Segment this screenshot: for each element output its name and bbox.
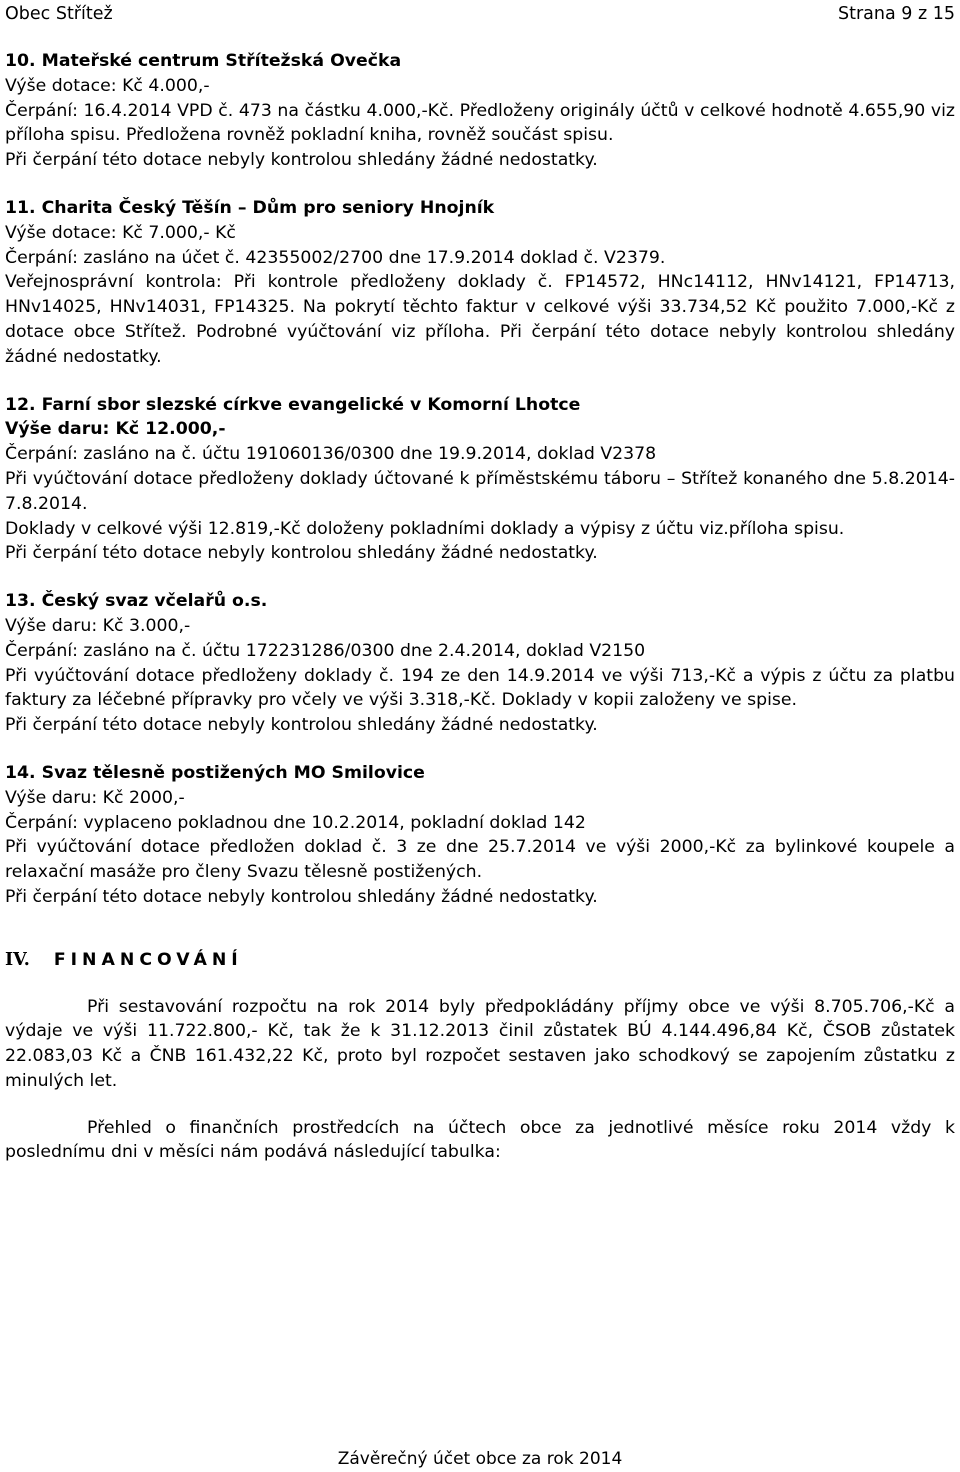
section-title: 12. Farní sbor slezské církve evangelické v Komorní Lhotce	[5, 394, 581, 415]
page-footer: Závěrečný účet obce za rok 2014	[337, 1449, 623, 1469]
section-line: Při čerpání této dotace nebyly kontrolou shledány žádné nedostatky.	[5, 150, 598, 171]
section-line: Při čerpání této dotace nebyly kontrolou shledány žádné nedostatky.	[5, 543, 598, 564]
section-line: Výše daru: Kč 2000,-	[5, 787, 185, 808]
section-line: Čerpání: 16.4.2014 VPD č. 473 na částku 4.000,-Kč. Předloženy originály účtů v celkové hodnotě 4.655,90 viz příloha spisu. Předložena rovněž pokladní kniha, rovněž součást spisu.	[5, 100, 955, 146]
header-municipality: Obec Střítež	[5, 4, 113, 24]
financing-heading	[5, 948, 955, 973]
chapter-number: IV.	[5, 949, 30, 970]
section-line: Čerpání: zasláno na účet č. 42355002/2700 dne 17.9.2014 doklad č. V2379.	[5, 247, 666, 268]
section-11	[5, 196, 955, 370]
page-header	[5, 2, 955, 28]
section-line: Při čerpání této dotace nebyly kontrolou shledány žádné nedostatky.	[5, 886, 598, 907]
section-title: 13. Český svaz včelařů o.s.	[5, 591, 268, 612]
section-line: Při vyúčtování dotace předložen doklad č. 3 ze dne 25.7.2014 ve výši 2000,-Kč za bylinkové koupele a relaxační masáže pro členy Svazu tělesně postižených.	[5, 837, 955, 883]
section-line: Veřejnosprávní kontrola: Při kontrole předloženy doklady č. FP14572, HNc14112, HNv14121, FP14713, HNv14025, HNv14031, FP14325. Na pokrytí těchto faktur v celkové výši 33.734,52 Kč použito 7.000,-Kč z dotace obce Střítež. Podrobné vyúčtování viz příloha. Při čerpání této dotace nebyly kontrolou shledány žádné nedostatky.	[5, 272, 955, 367]
financing-paragraph-1: Při sestavování rozpočtu na rok 2014 byly předpokládány příjmy obce ve výši 8.705.706,-Kč a výdaje ve výši 11.722.800,- Kč, tak že k 31.12.2013 činil zůstatek BÚ 4.144.496,84 Kč, ČSOB zůstatek 22.083,03 Kč a ČNB 161.432,22 Kč, proto byl rozpočet sestaven jako schodkový se zapojením zůstatku z minulých let.	[5, 996, 955, 1091]
section-title: 10. Mateřské centrum Střítežská Ovečka	[5, 51, 402, 71]
section-line: Čerpání: vyplaceno pokladnou dne 10.2.2014, pokladní doklad 142	[5, 812, 586, 833]
section-line: Výše dotace: Kč 4.000,-	[5, 75, 210, 96]
section-subtitle: Výše daru: Kč 12.000,-	[5, 419, 226, 440]
section-line: Čerpání: zasláno na č. účtu 172231286/0300 dne 2.4.2014, doklad V2150	[5, 640, 646, 661]
section-13	[5, 589, 955, 738]
section-14	[5, 761, 955, 910]
section-line: Při čerpání této dotace nebyly kontrolou shledány žádné nedostatky.	[5, 715, 598, 736]
document-body	[5, 49, 955, 1165]
section-title: 14. Svaz tělesně postižených MO Smilovice	[5, 762, 425, 783]
section-line: Při vyúčtování dotace předloženy doklady účtované k příměstskému táboru – Střítež konaného dne 5.8.2014-7.8.2014.	[5, 468, 955, 514]
section-line: Doklady v celkové výši 12.819,-Kč doloženy pokladními doklady a výpisy z účtu viz.příloha spisu.	[5, 518, 845, 539]
financing-paragraph-2: Přehled o finančních prostředcích na účtech obce za jednotlivé měsíce roku 2014 vždy k poslednímu dni v měsíci nám podává následující tabulka:	[5, 1117, 955, 1163]
section-12	[5, 393, 955, 567]
chapter-title: FINANCOVÁNÍ	[53, 949, 243, 970]
section-line: Výše daru: Kč 3.000,-	[5, 615, 191, 636]
section-line: Výše dotace: Kč 7.000,- Kč	[5, 222, 236, 243]
header-page-number: Strana 9 z 15	[838, 4, 955, 24]
section-line: Čerpání: zasláno na č. účtu 191060136/0300 dne 19.9.2014, doklad V2378	[5, 444, 657, 465]
section-title: 11. Charita Český Těšín – Dům pro seniory Hnojník	[5, 197, 495, 218]
section-10	[5, 49, 955, 173]
section-line: Při vyúčtování dotace předloženy doklady č. 194 ze den 14.9.2014 ve výši 713,-Kč a výpis z účtu za platbu faktury za léčebné přípravky pro včely ve výši 3.318,-Kč. Doklady v kopii založeny ve spise.	[5, 665, 955, 711]
